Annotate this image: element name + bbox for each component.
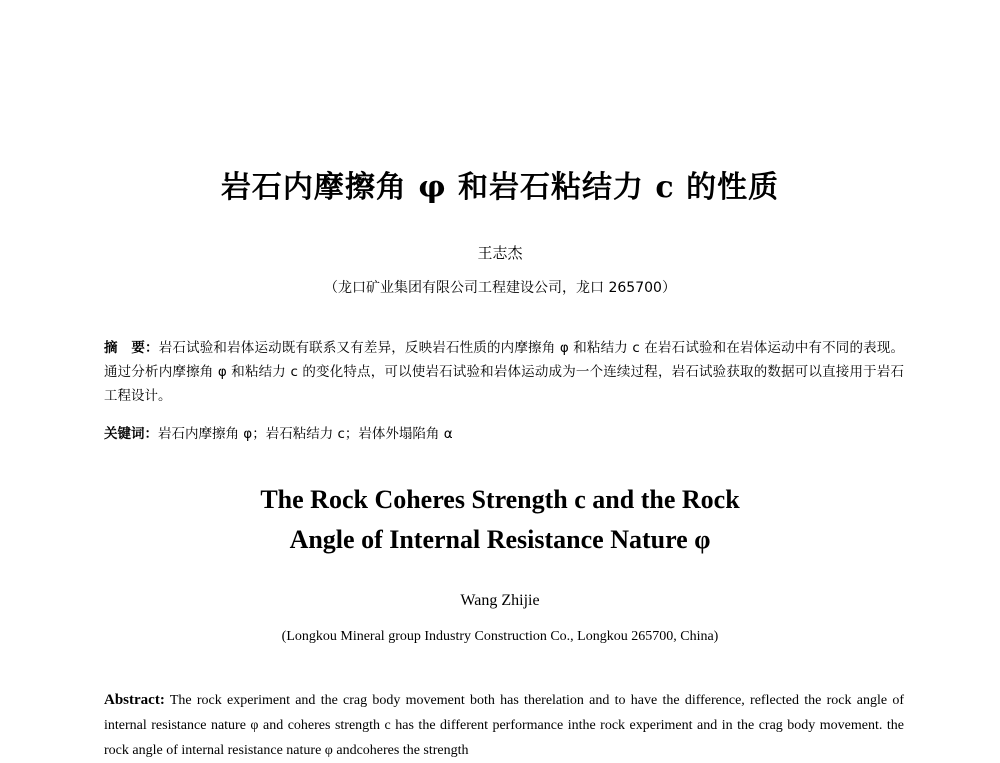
english-abstract-label: Abstract: <box>104 692 165 708</box>
english-title <box>0 480 1000 560</box>
english-title-line-2: Angle of Internal Resistance Nature φ <box>289 525 711 554</box>
english-abstract <box>104 688 904 763</box>
chinese-keywords-label: 关键词： <box>104 426 158 442</box>
chinese-author: 王志杰 <box>477 244 523 262</box>
chinese-title: 岩石内摩擦角 φ 和岩石粘结力 c 的性质 <box>220 170 780 205</box>
english-affiliation: (Longkou Mineral group Industry Construction Co., Longkou 265700, China) <box>281 629 719 644</box>
chinese-keywords <box>104 422 904 446</box>
chinese-affiliation: （龙口矿业集团有限公司工程建设公司，龙口 265700） <box>324 280 676 296</box>
english-abstract-text: The rock experiment and the crag body movement both has therelation and to have the difference, reflected the rock angle of internal resistance nature φ and coheres strength c has the different performance inthe rock experiment and in the crag body movement. the rock angle of internal resistance nature φ andcoheres the strength <box>104 693 904 758</box>
english-title-line-1: The Rock Coheres Strength c and the Rock <box>260 485 740 514</box>
chinese-abstract <box>104 336 904 408</box>
chinese-keywords-text: 岩石内摩擦角 φ；岩石粘结力 c；岩体外塌陷角 α <box>158 426 453 442</box>
chinese-abstract-label: 摘 要： <box>104 340 159 356</box>
english-author: Wang Zhijie <box>460 592 540 609</box>
chinese-abstract-text: 岩石试验和岩体运动既有联系又有差异，反映岩石性质的内摩擦角 φ 和粘结力 c 在岩石试验和在岩体运动中有不同的表现。通过分析内摩擦角 φ 和粘结力 c 的变化特点，可以使岩石试验和岩体运动成为一个连续过程，岩石试验获取的数据可以直接用于岩石工程设计。 <box>104 340 904 404</box>
